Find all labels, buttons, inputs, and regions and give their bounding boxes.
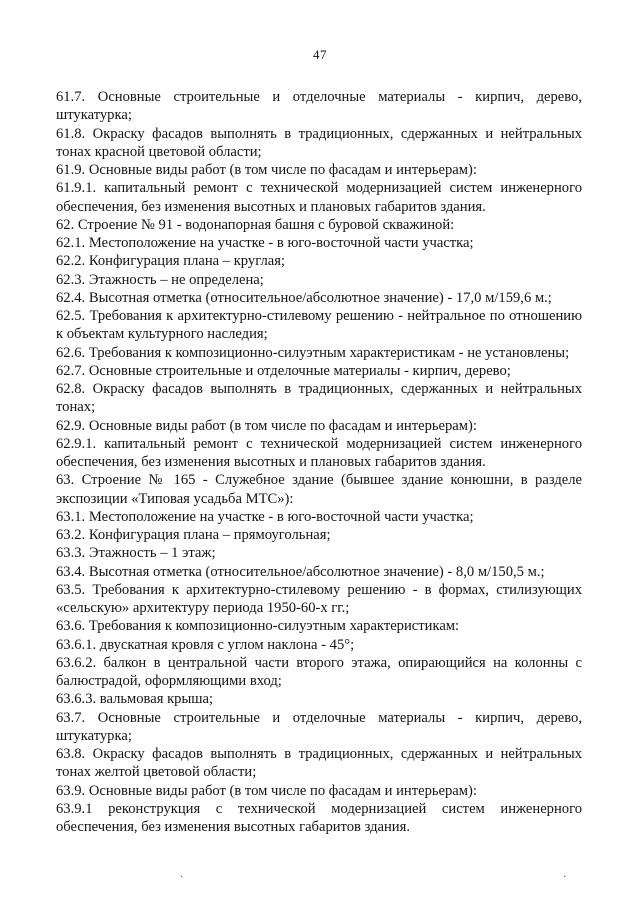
- paragraph-63-6-3: 63.6.3. вальмовая крыша;: [56, 691, 214, 708]
- paragraph-62-9-1: 62.9.1. капитальный ремонт с технической модернизацией систем инженерного обеспечения, без изменения высотных и плановых габаритов здания.: [56, 435, 582, 470]
- paragraph-62-4: 62.4. Высотная отметка (относительное/абсолютное значение) - 17,0 м/159,6 м.;: [56, 289, 552, 306]
- scan-speck-mark: ·: [563, 872, 567, 883]
- page-number: 47: [313, 47, 327, 62]
- paragraph-62-3: 62.3. Этажность – не определена;: [56, 271, 264, 288]
- paragraph-62-2: 62.2. Конфигурация плана – круглая;: [56, 253, 285, 270]
- paragraph-63-7: 63.7. Основные строительные и отделочные материалы - кирпич, дерево, штукатурка;: [56, 709, 582, 744]
- paragraph-63-4: 63.4. Высотная отметка (относительное/абсолютное значение) - 8,0 м/150,5 м.;: [56, 563, 545, 580]
- paragraph-63-5: 63.5. Требования к архитектурно-стилевому решению - в формах, стилизующих «сельскую» архитектуру периода 1950-60-х гг.;: [56, 581, 582, 616]
- paragraph-63-6: 63.6. Требования к композиционно-силуэтным характеристикам:: [56, 618, 460, 635]
- paragraph-62-8: 62.8. Окраску фасадов выполнять в традиционных, сдержанных и нейтральных тонах;: [56, 381, 582, 416]
- paragraph-62-6: 62.6. Требования к композиционно-силуэтным характеристикам - не установлены;: [56, 344, 570, 361]
- paragraph-61-9-1: 61.9.1. капитальный ремонт с технической модернизацией систем инженерного обеспечения, без изменения высотных и плановых габаритов здания.: [56, 180, 582, 215]
- paragraph-61-8: 61.8. Окраску фасадов выполнять в традиционных, сдержанных и нейтральных тонах красной цветовой области;: [56, 125, 582, 160]
- paragraph-62-7: 62.7. Основные строительные и отделочные материалы - кирпич, дерево;: [56, 362, 511, 379]
- paragraph-61-9: 61.9. Основные виды работ (в том числе по фасадам и интерьерам):: [56, 162, 477, 178]
- paragraph-62-9: 62.9. Основные виды работ (в том числе по фасадам и интерьерам):: [56, 417, 477, 434]
- paragraph-63-2: 63.2. Конфигурация плана – прямоугольная;: [56, 527, 331, 543]
- paragraph-62-5: 62.5. Требования к архитектурно-стилевому решению - нейтральное по отношению к объектам культурного наследия;: [56, 308, 582, 343]
- paragraph-63-3: 63.3. Этажность – 1 этаж;: [56, 545, 216, 562]
- paragraph-63-9-1: 63.9.1 реконструкция с технической модернизацией систем инженерного обеспечения, без изменения высотных габаритов здания.: [56, 800, 582, 835]
- paragraph-63-6-2: 63.6.2. балкон в центральной части второго этажа, опирающийся на колонны с балюстрадой, оформляющими вход;: [56, 654, 582, 689]
- paragraph-62: 62. Строение № 91 - водонапорная башня с буровой скважиной:: [56, 216, 455, 233]
- paragraph-62-1: 62.1. Местоположение на участке - в юго-восточной части участка;: [56, 235, 474, 251]
- document-body: [56, 88, 582, 836]
- scan-speck-mark: ·: [180, 872, 184, 883]
- paragraph-63-6-1: 63.6.1. двускатная кровля с углом наклона - 45°;: [56, 636, 355, 653]
- paragraph-61-7: 61.7. Основные строительные и отделочные материалы - кирпич, дерево, штукатурка;: [56, 89, 582, 124]
- paragraph-63-1: 63.1. Местоположение на участке - в юго-восточной части участка;: [56, 508, 474, 525]
- paragraph-63: 63. Строение № 165 - Служебное здание (бывшее здание конюшни, в разделе экспозиции «Типовая усадьба МТС»):: [56, 472, 582, 507]
- paragraph-63-8: 63.8. Окраску фасадов выполнять в традиционных, сдержанных и нейтральных тонах желтой цветовой области;: [56, 746, 582, 781]
- paragraph-63-9: 63.9. Основные виды работ (в том числе по фасадам и интерьерам):: [56, 782, 477, 799]
